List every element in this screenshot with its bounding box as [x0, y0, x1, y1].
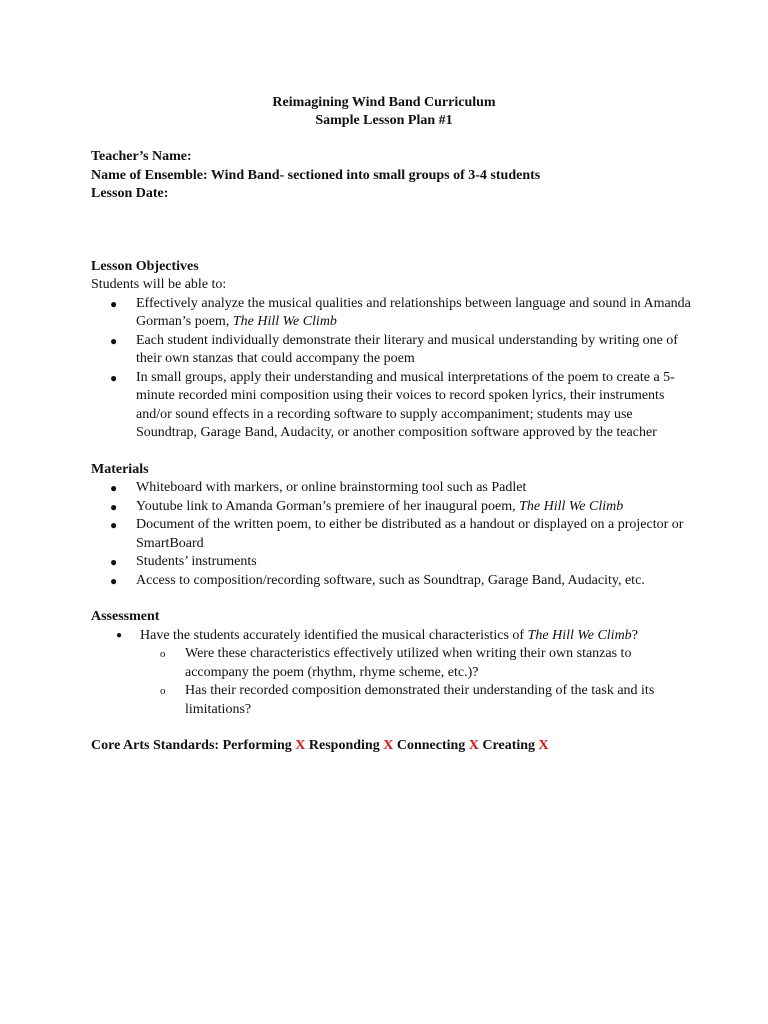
bullet-icon: ●	[116, 629, 123, 641]
list-item	[91, 479, 691, 498]
bullet-icon: ●	[110, 499, 118, 514]
material-text: Youtube link to Amanda Gorman’s premiere of her inaugural poem,	[136, 498, 520, 514]
list-item	[91, 369, 691, 443]
standard-check-mark: X	[295, 738, 306, 753]
bullet-icon: ●	[110, 518, 118, 532]
standard-check-mark: X	[383, 738, 394, 753]
materials-list	[91, 479, 691, 590]
assessment-heading: Assessment	[91, 609, 160, 624]
document-title: Reimagining Wind Band Curriculum	[272, 95, 496, 110]
standards-label: Core Arts Standards:	[91, 738, 220, 753]
list-item	[91, 682, 691, 719]
material-text: Document of the written poem, to either be distributed as a handout or displayed on a projector or SmartBoard	[136, 517, 684, 551]
standard-check-mark: X	[538, 738, 549, 753]
material-text: Access to composition/recording software, such as Soundtrap, Garage Band, Audacity, etc.	[136, 572, 645, 588]
bullet-icon: ●	[110, 296, 118, 311]
bullet-icon: ●	[110, 555, 118, 569]
ensemble-label: Name of Ensemble: Wind Band- sectioned into small groups of 3-4 students	[91, 167, 541, 183]
list-item	[91, 498, 691, 517]
list-item	[91, 645, 691, 682]
objectives-heading: Lesson Objectives	[91, 258, 199, 274]
poem-title: The Hill We Climb	[527, 627, 632, 643]
objectives-list	[91, 295, 691, 443]
assessment-subtext: Were these characteristics effectively utilized when writing their own stanzas to accompany the poem (rhythm, rhyme scheme, etc.)?	[185, 646, 632, 680]
list-item	[91, 572, 691, 591]
document-subtitle: Sample Lesson Plan #1	[315, 113, 453, 128]
assessment-sublist	[91, 645, 691, 719]
title-block	[91, 94, 677, 130]
sub-bullet-icon: o	[160, 648, 166, 660]
materials-heading: Materials	[91, 461, 149, 477]
list-item	[91, 627, 691, 646]
core-arts-standards	[91, 737, 691, 756]
poem-title: The Hill We Climb	[519, 498, 624, 514]
objective-text: Each student individually demonstrate their literary and musical understanding by writing one of their own stanzas that could accompany the poem	[136, 332, 678, 366]
bullet-icon: ●	[110, 333, 118, 348]
objective-text: In small groups, apply their understanding and musical interpretations of the poem to create a 5-minute recorded mini composition using their voices to record spoken lyrics, their instruments and/or sound effects in a recording software to supply accompaniment; students may use Soundtrap, Garage Band, Audacity, or another composition software approved by the teacher	[136, 369, 675, 440]
assessment-list	[91, 627, 691, 646]
bullet-icon: ●	[110, 573, 118, 588]
list-item	[91, 516, 691, 553]
poem-title: The Hill We Climb	[232, 314, 337, 329]
bullet-icon: ●	[110, 370, 118, 385]
bullet-icon: ●	[110, 481, 118, 495]
assessment-suffix: ?	[631, 627, 638, 643]
assessment-text: Have the students accurately identified the musical characteristics of	[140, 627, 528, 643]
objectives-intro: Students will be able to:	[91, 277, 227, 292]
list-item	[91, 332, 691, 369]
standard-connecting: Connecting	[396, 738, 466, 753]
material-text: Whiteboard with markers, or online brainstorming tool such as Padlet	[136, 480, 527, 495]
objective-text: Effectively analyze the musical qualities and relationships between language and sound in Amanda Gorman’s poem,	[136, 295, 691, 329]
lesson-date-label: Lesson Date:	[91, 186, 169, 201]
list-item	[91, 295, 691, 332]
standard-responding: Responding	[308, 738, 380, 753]
assessment-subtext: Has their recorded composition demonstrated their understanding of the task and its limitations?	[185, 683, 655, 717]
standard-check-mark: X	[468, 738, 479, 753]
material-text: Students’ instruments	[136, 554, 257, 569]
teacher-name-label: Teacher’s Name:	[91, 149, 192, 164]
list-item	[91, 553, 691, 572]
standard-creating: Creating	[482, 738, 536, 753]
standard-performing: Performing	[222, 738, 292, 753]
sub-bullet-icon: o	[160, 685, 166, 697]
document-page	[91, 94, 691, 756]
